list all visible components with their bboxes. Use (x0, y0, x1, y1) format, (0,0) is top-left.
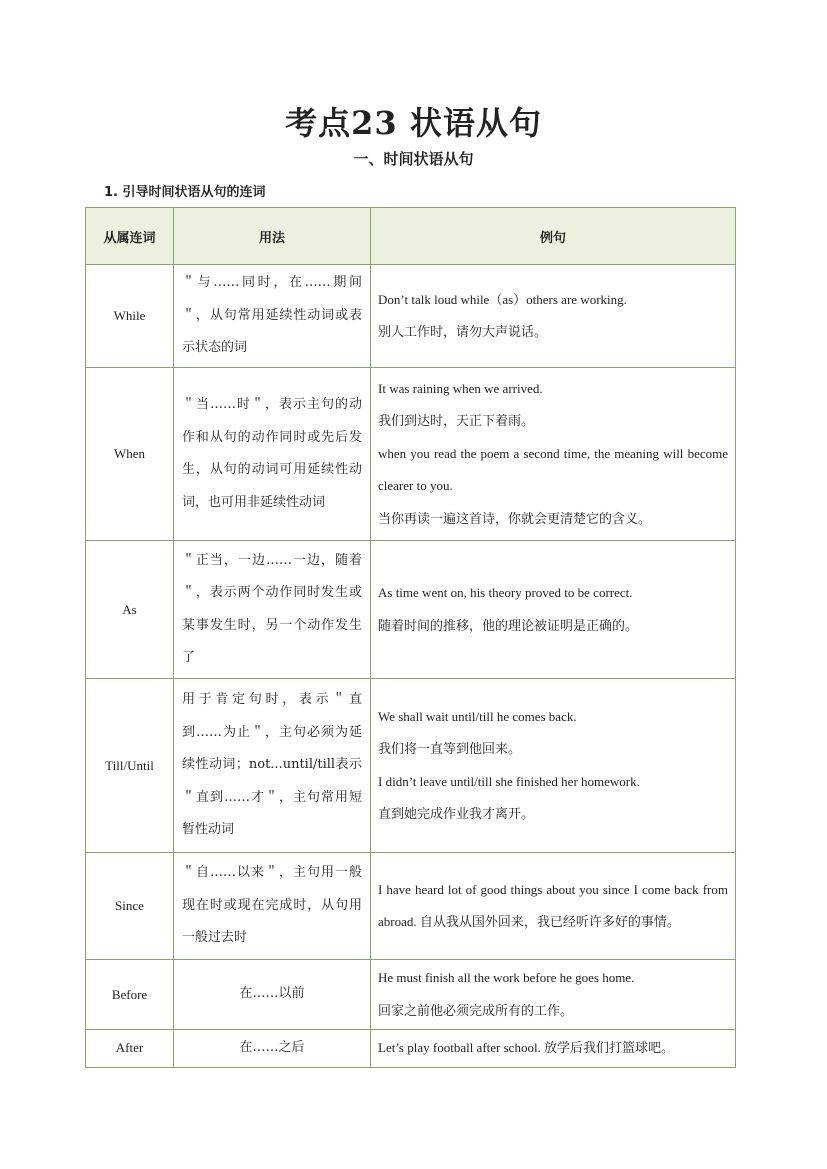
example-translation: 别人工作时，请勿大声说话。 (378, 324, 548, 339)
table-row (86, 1030, 736, 1068)
example-sentence: As time went on, his theory proved to be correct. (378, 585, 633, 600)
example-sentence: I have heard lot of good things about you since I come back from abroad. 自从我从国外回来，我已经听许多好的事情。 (378, 881, 728, 929)
example-sentence: when you read the poem a second time, the meaning will become clearer to you. (378, 445, 728, 494)
conjunction-cell: Since (86, 853, 174, 960)
table-header-row (86, 208, 736, 265)
example-translation: 回家之前他必须完成所有的工作。 (378, 1002, 574, 1018)
table-row (86, 541, 736, 679)
example-cell (371, 265, 736, 368)
conjunction-cell: After (86, 1030, 174, 1068)
example-cell (371, 679, 736, 853)
table-row (86, 368, 736, 541)
usage-cell: ＂正当，一边……一边，随着＂，表示两个动作同时发生或某事发生时，另一个动作发生了 (174, 541, 371, 679)
table-row (86, 679, 736, 853)
example-cell (371, 960, 736, 1030)
usage-cell: 在……以前 (174, 960, 371, 1030)
table-row (86, 265, 736, 368)
example-sentence: Don’t talk loud while（as）others are working. (378, 291, 627, 307)
example-cell (371, 541, 736, 679)
example-cell (371, 853, 736, 960)
example-translation: 我们将一直等到他回来。 (378, 741, 522, 756)
usage-cell: 在……之后 (174, 1030, 371, 1068)
usage-cell: ＂自……以来＂，主句用一般现在时或现在完成时，从句用一般过去时 (174, 853, 371, 960)
subsection-heading: 1. 引导时间状语从句的连词 (104, 185, 266, 200)
example-cell (371, 1030, 736, 1068)
conjunction-cell: When (86, 368, 174, 541)
header-example: 例句 (371, 208, 736, 265)
conjunction-cell: As (86, 541, 174, 679)
header-conjunction: 从属连词 (86, 208, 174, 265)
table-row (86, 853, 736, 960)
example-sentence: I didn’t leave until/till she finished her homework. (378, 773, 640, 789)
conjunctions-table (85, 207, 736, 1068)
conjunction-cell: Before (86, 960, 174, 1030)
example-sentence: It was raining when we arrived. (378, 380, 543, 396)
table-row (86, 960, 736, 1030)
example-sentence: We shall wait until/till he comes back. (378, 708, 577, 724)
example-translation: 随着时间的推移，他的理论被证明是正确的。 (378, 617, 639, 633)
section-title: 一、时间状语从句 (353, 150, 474, 168)
header-usage: 用法 (174, 208, 371, 265)
example-translation: 我们到达时，天正下着雨。 (378, 413, 535, 429)
example-sentence: Let’s play football after school. 放学后我们打篮球吧。 (378, 1040, 675, 1055)
conjunction-cell: Till/Until (86, 679, 174, 853)
usage-cell: ＂当……时＂，表示主句的动作和从句的动作同时或先后发生，从句的动词可用延续性动词，也可用非延续性动词 (174, 368, 371, 541)
conjunction-cell: While (86, 265, 174, 368)
usage-cell: ＂与……同时，在……期间＂，从句常用延续性动词或表示状态的词 (174, 265, 371, 368)
page-title: 考点23 状语从句 (285, 104, 542, 142)
example-cell (371, 368, 736, 541)
usage-cell: 用于肯定句时，表示＂直到……为止＂，主句必须为延续性动词；not...until/till表示＂直到……才＂，主句常用短暂性动词 (174, 679, 371, 853)
example-sentence: He must finish all the work before he goes home. (378, 970, 635, 985)
example-translation: 直到她完成作业我才离开。 (378, 806, 535, 821)
example-translation: 当你再读一遍这首诗，你就会更清楚它的含义。 (378, 510, 652, 526)
